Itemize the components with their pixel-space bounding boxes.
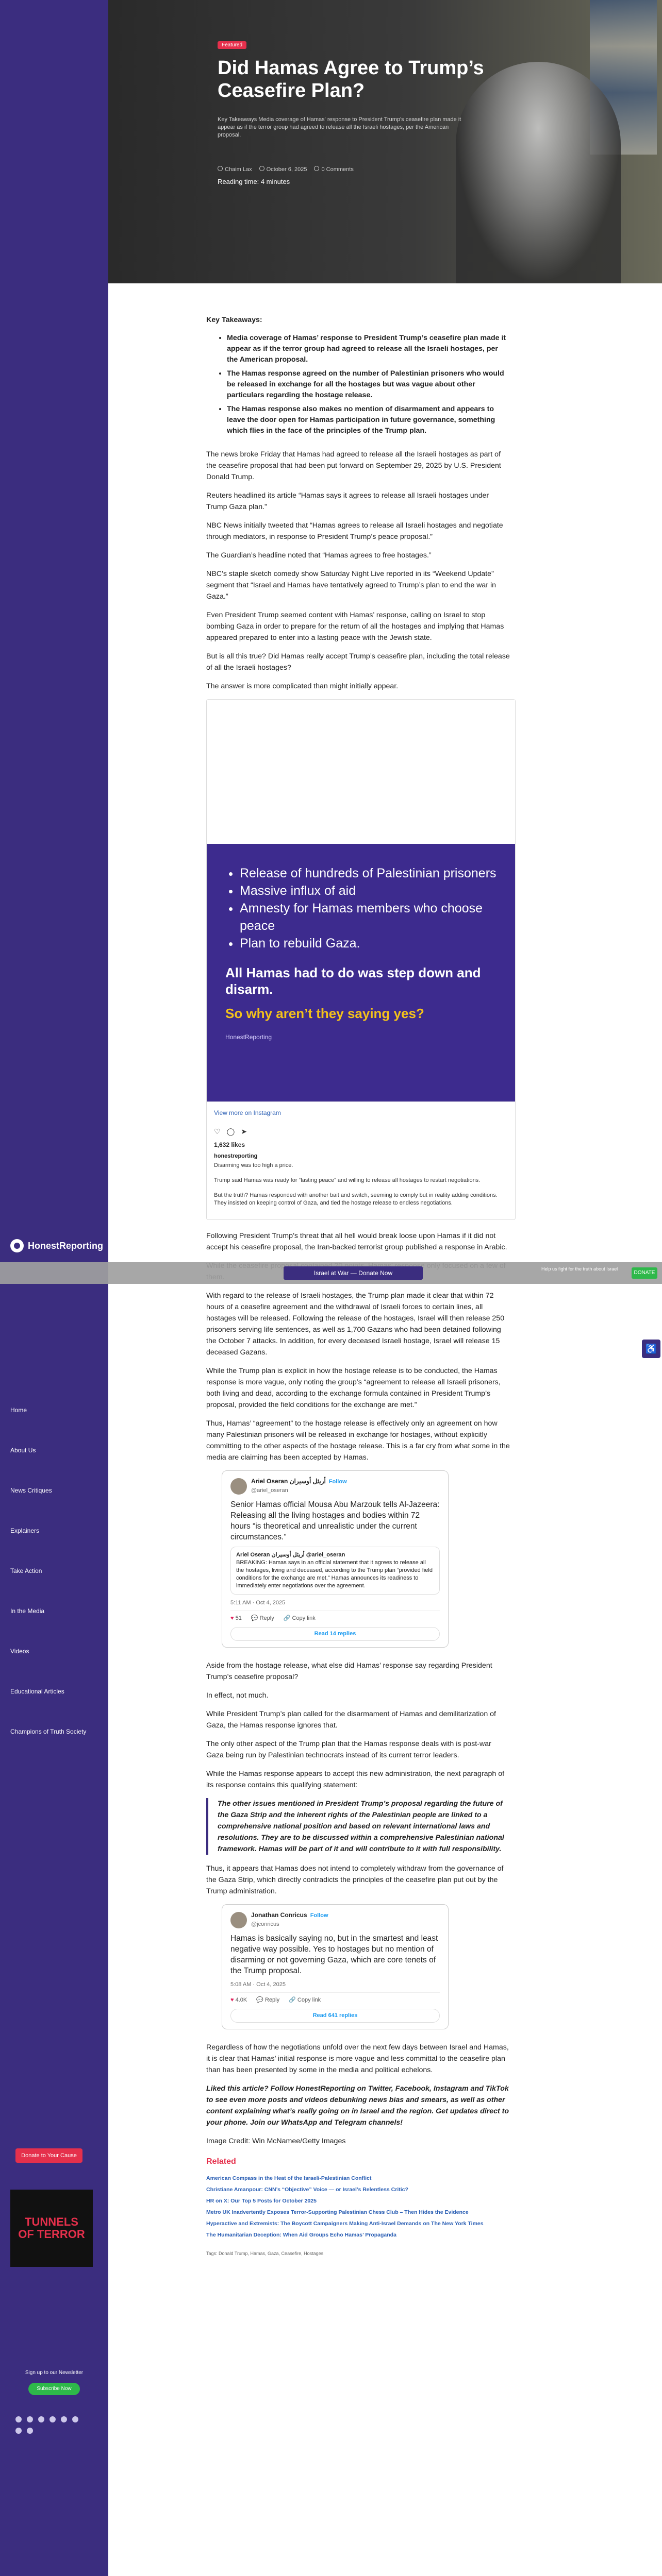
article-hero [108, 0, 662, 283]
tweet-handle: @jconricus [251, 1921, 279, 1927]
instagram-bullet: • Massive influx of aid [240, 882, 496, 900]
promo-title-1: TUNNELS [25, 2215, 78, 2228]
accessibility-icon[interactable]: ♿ [642, 1340, 660, 1358]
caption-line: Disarming was too high a price. [214, 1162, 293, 1168]
instagram-post-image[interactable] [207, 844, 515, 1101]
image-credit: Image Credit: Win McNamee/Getty Images [206, 2137, 346, 2145]
reply-icon: 💬 [251, 1615, 258, 1621]
sidebar-item-educational[interactable]: Educational Articles [10, 1688, 64, 1695]
quoted-tweet-author: Ariel Oseran أريئل أوسيران @ariel_oseran [236, 1552, 345, 1558]
meta-date-text: October 6, 2025 [266, 166, 307, 173]
link-icon: 🔗 [283, 1615, 291, 1621]
paragraph: NBC’s staple sketch comedy show Saturday Night Live reported in its “Weekend Update” segment that “Israel and Hamas have tentatively agreed to Trump’s plan to end the war in Gaza.” [206, 570, 496, 601]
tweet-embed[interactable] [222, 1470, 449, 1648]
meta-author[interactable] [218, 166, 252, 173]
tweet-like[interactable] [230, 1614, 242, 1623]
newsletter-label: Sign up to our Newsletter [25, 2370, 84, 2376]
tweet-author-name[interactable] [251, 1477, 347, 1486]
tweet-embed[interactable] [222, 1904, 449, 2029]
sidebar-cta-button[interactable]: Donate to Your Cause [15, 2148, 82, 2163]
takeaways-list [206, 333, 510, 436]
sidebar-item-take-action[interactable]: Take Action [10, 1567, 42, 1574]
tweet-copy-link[interactable] [284, 1614, 316, 1623]
instagram-bullet: • Release of hundreds of Palestinian prisoners [240, 865, 496, 882]
instagram-headline: All Hamas had to do was step down and disarm. [225, 965, 481, 997]
sidebar-item-in-the-media[interactable]: In the Media [10, 1607, 45, 1615]
tweet-follow-button[interactable]: Follow [328, 1479, 347, 1485]
promo-title-2: OF TERROR [18, 2228, 85, 2241]
tweet-header [230, 1911, 440, 1929]
quoted-tweet[interactable] [230, 1547, 440, 1595]
view-on-instagram-text[interactable]: View more on Instagram [214, 1109, 281, 1116]
tweet-timestamp[interactable]: 5:11 AM · Oct 4, 2025 [230, 1600, 286, 1606]
sidebar-social-icons [15, 2416, 88, 2434]
sidebar-nav [10, 1406, 98, 1768]
article-meta [218, 166, 354, 173]
sidebar-item-about[interactable]: About Us [10, 1447, 36, 1454]
tweet-author-name[interactable] [251, 1911, 328, 1920]
view-on-instagram-link[interactable] [207, 1101, 515, 1124]
tweet-like-count: 4.0K [235, 1997, 247, 2003]
tweet-timestamp[interactable]: 5:08 AM · Oct 4, 2025 [230, 1981, 286, 1988]
hamas-statement-quote: The other issues mentioned in President Trump’s proposal regarding the future of the Gaza Strip and the inherent rights of the Palestinian people are linked to a comprehensive national position and based on relevant international laws and resolutions. They are to be discussed within a comprehensive Palestinian national framework. Hamas will be part of it and will contribute to it with full responsibility. [206, 1798, 510, 1855]
paragraph: The answer is more complicated than might initially appear. [206, 682, 399, 690]
tweet-like-count: 51 [235, 1615, 242, 1621]
related-link[interactable]: HR on X: Our Top 5 Posts for October 2025 [206, 2198, 317, 2204]
instagram-username[interactable]: honestreporting [214, 1153, 258, 1159]
facebook-icon[interactable] [15, 2416, 22, 2422]
paragraph: The news broke Friday that Hamas had agreed to release all the Israeli hostages as part of the ceasefire proposal that had been put forward on September 29, 2025 by U.S. President Donald Trump. [206, 450, 501, 481]
paragraph: The Guardian’s headline noted that “Hamas agrees to free hostages.” [206, 551, 432, 560]
meta-date [259, 166, 307, 173]
tweet-actions [230, 1611, 440, 1623]
avatar[interactable] [230, 1478, 247, 1495]
tweet-actions [230, 1992, 440, 2005]
paragraph: But is all this true? Did Hamas really accept Trump’s ceasefire plan, including the total release of all the Israeli hostages? [206, 652, 510, 672]
sidebar-item-videos[interactable]: Videos [10, 1648, 29, 1655]
paragraph: Thus, it appears that Hamas does not intend to completely withdraw from the governance of the Gaza Strip, which directly contradicts the principles of the ceasefire plan put out by the Trump administration. [206, 1865, 504, 1895]
instagram-bullet: • Plan to rebuild Gaza. [240, 935, 496, 952]
paragraph: Even President Trump seemed content with Hamas’ response, calling on Israel to stop bombing Gaza in order to prepare for the return of all the hostages and implying that Hamas appeared prepared to enter into a lasting peace with the Jewish state. [206, 611, 504, 642]
sidebar-item-news-critiques[interactable]: News Critiques [10, 1487, 52, 1494]
paragraph: Aside from the hostage release, what else did Hamas’ response say regarding President Trump’s ceasefire proposal? [206, 1662, 492, 1681]
sidebar-item-champions[interactable]: Champions of Truth Society [10, 1728, 87, 1735]
share-icon[interactable]: ➤ [241, 1127, 247, 1136]
takeaways-heading: Key Takeaways: [206, 316, 262, 324]
paragraph: Regardless of how the negotiations unfold over the next few days between Israel and Hamas, it is clear that Hamas’ initial response is more vague and less committal to the ceasefire plan than has been presented by some in the media and political echelons. [206, 2043, 509, 2074]
linkedin-icon[interactable] [72, 2416, 78, 2422]
related-link[interactable]: Metro UK Inadvertently Exposes Terror-Supporting Palestinian Chess Club – Then Hides the Evidence [206, 2209, 469, 2215]
heart-icon: ♥ [230, 1997, 234, 2003]
tweet-read-replies-button[interactable]: Read 14 replies [230, 1627, 440, 1641]
instagram-caption [207, 1162, 515, 1219]
related-item[interactable] [206, 2218, 510, 2229]
sticky-donate-bar [0, 1262, 662, 1284]
heart-icon: ♥ [230, 1615, 234, 1621]
paragraph: Thus, Hamas’ “agreement” to the hostage release is effectively only an agreement on how many Palestinian prisoners will be released in exchange for hostages, without explicitly committing to the other aspects of the hostage release. This is a far cry from what some in the media are claiming has been accepted by Hamas. [206, 1419, 510, 1462]
meta-comments[interactable] [314, 166, 353, 173]
link-icon: 🔗 [289, 1997, 296, 2003]
telegram-icon[interactable] [15, 2428, 22, 2434]
caption-line: But the truth? Hamas responded with another bait and switch, seeming to comply but in reality adding conditions. They insisted on keeping control of Gaza, and tied the hostage release to endless negotiations. [214, 1192, 498, 1206]
instagram-likes: 1,632 likes [214, 1141, 245, 1148]
paragraph: The only other aspect of the Trump plan that the Hamas response deals with is post-war Gaza being run by Palestinian technocrats instead of its current terror leaders. [206, 1740, 491, 1759]
tunnels-promo-banner[interactable] [10, 2190, 93, 2267]
user-icon [218, 166, 223, 171]
instagram-actions [207, 1124, 515, 1139]
related-item[interactable] [206, 2207, 510, 2218]
tweet-header [230, 1477, 440, 1495]
takeaway-item: • The Hamas response agreed on the number of Palestinian prisoners who would be released in exchange for all the hostages but was vague about other particulars regarding the hostage release. [227, 368, 510, 401]
related-item[interactable] [206, 2195, 510, 2207]
left-sidebar [0, 0, 108, 2576]
paragraph: With regard to the release of Israeli hostages, the Trump plan made it clear that within 72 hours of a ceasefire agreement and the withdrawal of Israeli forces to certain lines, all hostages will be released. Following the release of the hostages, Israel will then release 250 prisoners serving life sentences, as well as 1,700 Gazans who had been detained following the October 7 attacks. In addition, for every deceased Israeli hostage, Israel will release 15 deceased Gazans. [206, 1292, 505, 1357]
instagram-header-area [207, 700, 515, 844]
paragraph: While the Hamas response appears to accept this new administration, the next paragraph of its response contains this qualifying statement: [206, 1770, 505, 1789]
tweet-reply-label: Reply [259, 1615, 274, 1621]
tweet-like[interactable] [230, 1996, 247, 2005]
tweet-author-name-text: Jonathan Conricus [251, 1911, 307, 1919]
paragraph: Reuters headlined its article “Hamas says it agrees to release all Israeli hostages under Trump Gaza plan.” [206, 492, 489, 511]
reading-time: Reading time: 4 minutes [218, 178, 290, 185]
related-link[interactable]: Christiane Amanpour: CNN’s “Objective” Voice — or Israel’s Relentless Critic? [206, 2187, 408, 2193]
instagram-icon[interactable] [38, 2416, 44, 2422]
article-title: Did Hamas Agree to Trump’s Ceasefire Plan? [218, 57, 484, 101]
comment-icon[interactable]: ◯ [226, 1127, 235, 1136]
related-item[interactable] [206, 2184, 510, 2195]
tweet-text: Hamas is basically saying no, but in the smartest and least negative way possible. Yes to hostages but no mention of disarming or not governing Gaza, which are core tenets of the Trump proposal. [230, 1934, 438, 1975]
article-tags[interactable]: Tags: Donald Trump, Hamas, Gaza, Ceasefire, Hostages [206, 2251, 324, 2256]
related-item[interactable] [206, 2173, 510, 2184]
tweet-copy-link[interactable] [289, 1996, 321, 2005]
follow-us-paragraph: Liked this article? Follow HonestReporting on Twitter, Facebook, Instagram and TikTok to see even more posts and videos debunking news bias and smears, as well as other content explaining what’s really going on in Israel and the region. Get updates direct to your phone. Join our WhatsApp and Telegram channels! [206, 2084, 509, 2127]
tweet-copy-label: Copy link [292, 1615, 316, 1621]
sidebar-item-explainers[interactable]: Explainers [10, 1527, 40, 1534]
sidebar-item-home[interactable]: Home [10, 1406, 27, 1414]
related-list [206, 2173, 510, 2241]
site-logo-text: HonestReporting [28, 1240, 103, 1251]
paragraph: While the Trump plan is explicit in how the hostage release is to be conducted, the Hamas response is more vague, only noting the group’s “agreement to release all Israeli prisoners, both living and dead, according to the exchange formula contained in President Trump’s proposal, provided the field conditions for the exchange are met.” [206, 1367, 501, 1409]
donate-button[interactable]: DONATE [632, 1267, 657, 1279]
instagram-question: So why aren’t they saying yes? [225, 1006, 424, 1021]
takeaway-item: • The Hamas response also makes no mention of disarmament and appears to leave the door open for Hamas participation in future governance, something which flies in the face of the principles of the Trump plan. [227, 404, 510, 436]
sticky-donate-button[interactable]: Israel at War — Donate Now [284, 1266, 423, 1280]
comment-icon [314, 166, 319, 171]
youtube-icon[interactable] [49, 2416, 56, 2422]
logo-mark-icon [10, 1239, 24, 1252]
instagram-brand: HonestReporting [225, 1033, 272, 1041]
sticky-bar-text: Help us fight for the truth about Israel [541, 1266, 618, 1272]
tweet-reply[interactable] [251, 1614, 274, 1623]
reply-icon: 💬 [256, 1997, 263, 2003]
instagram-bullet: • Amnesty for Hamas members who choose peace [240, 900, 496, 935]
avatar[interactable] [230, 1912, 247, 1928]
related-link[interactable]: Hyperactive and Extremists: The Boycott Campaigners Making Anti-Israel Demands on The New York Times [206, 2221, 484, 2227]
meta-author-name: Chaim Lax [225, 166, 252, 173]
sidebar-subscribe-button[interactable]: Subscribe Now [28, 2383, 80, 2395]
takeaway-item: • Media coverage of Hamas’ response to President Trump’s ceasefire plan made it appear as if the terror group had agreed to release all the Israeli hostages, per the American proposal. [227, 333, 510, 365]
quoted-tweet-text: BREAKING: Hamas says in an official statement that it agrees to release all the hostages, living and deceased, according to the Trump plan “provided field conditions for the exchange are met.” Hamas announces its readiness to immediately enter negotiations over the agreement. [236, 1560, 433, 1589]
tweet-handle: @ariel_oseran [251, 1487, 288, 1494]
paragraph: In effect, not much. [206, 1691, 269, 1700]
twitter-icon[interactable] [27, 2416, 33, 2422]
site-logo[interactable] [10, 1239, 103, 1252]
meta-comments-text: 0 Comments [321, 166, 354, 173]
article-excerpt: Key Takeaways Media coverage of Hamas' response to President Trump's ceasefire plan made it appear as if the terror group had agreed to release all the Israeli hostages, per the American proposal. [218, 116, 461, 138]
paragraph: NBC News initially tweeted that “Hamas agrees to release all Israeli hostages and negotiate through mediators, in response to President Trump’s peace proposal.” [206, 521, 503, 541]
tiktok-icon[interactable] [61, 2416, 67, 2422]
tweet-reply-label: Reply [265, 1997, 280, 2003]
caption-line: Trump said Hamas was ready for “lasting peace” and willing to release all hostages to restart negotiations. [214, 1177, 481, 1183]
paragraph: While President Trump’s plan called for the disarmament of Hamas and demilitarization of Gaza, the Hamas response ignores that. [206, 1710, 496, 1730]
instagram-bullets [225, 865, 496, 952]
whatsapp-icon[interactable] [27, 2428, 33, 2434]
related-item[interactable] [206, 2229, 510, 2241]
tweet-text: Senior Hamas official Mousa Abu Marzouk tells Al-Jazeera: Releasing all the living hostages and bodies within 72 hours “is theoretical and unrealistic under the current circumstances.” [230, 1500, 440, 1541]
instagram-embed[interactable] [206, 699, 516, 1220]
tweet-read-replies-button[interactable]: Read 641 replies [230, 2009, 440, 2023]
tweet-copy-label: Copy link [297, 1997, 321, 2003]
tweet-author-name-text: Ariel Oseran أريئل أوسيران [251, 1478, 326, 1485]
heart-icon[interactable]: ♡ [214, 1127, 221, 1136]
related-link[interactable]: The Humanitarian Deception: When Aid Groups Echo Hamas’ Propaganda [206, 2232, 396, 2238]
tweet-follow-button[interactable]: Follow [310, 1912, 328, 1919]
article-body [206, 314, 510, 2259]
calendar-icon [259, 166, 264, 171]
tweet-reply[interactable] [256, 1996, 279, 2005]
paragraph: Following President Trump’s threat that all hell would break loose upon Hamas if it did not accept his ceasefire proposal, the Iran-backed terrorist group published a response in Arabic. [206, 1232, 507, 1251]
related-heading: Related [206, 2157, 236, 2166]
category-badge[interactable]: Featured [218, 41, 246, 49]
related-link[interactable]: American Compass in the Heat of the Israeli-Palestinian Conflict [206, 2175, 372, 2181]
